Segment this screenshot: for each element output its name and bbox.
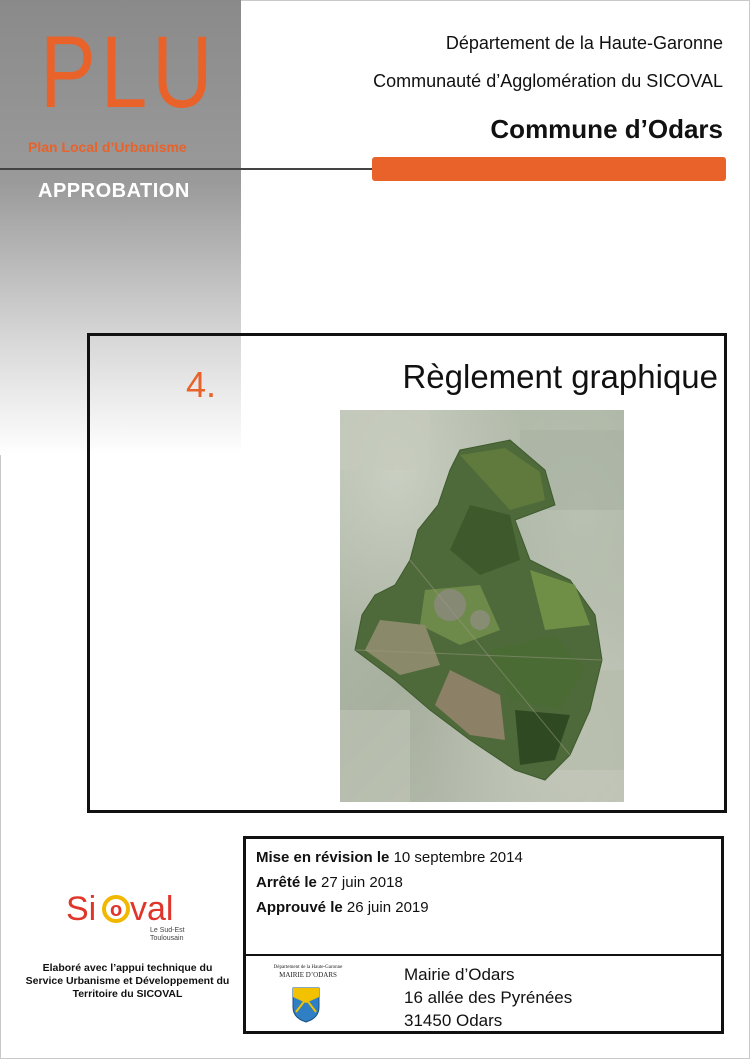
mairie-seal (268, 965, 348, 1025)
date-connector: le (376, 849, 390, 866)
sicoval-tagline-1: Le Sud-Est (150, 927, 185, 934)
seal-text (268, 965, 348, 979)
mairie-city: 31450 Odars (404, 1011, 503, 1030)
shield-icon (292, 987, 320, 1023)
technical-credit: Elaboré avec l’appui technique du Service Urbanisme et Développement du Territoire du SICOVAL (25, 962, 230, 1000)
plu-subtitle: Plan Local d’Urbanisme (28, 139, 187, 155)
svg-text:o: o (110, 899, 123, 921)
seal-small-text: Département de la Haute-Garonne (273, 965, 343, 970)
info-divider (246, 954, 721, 956)
sicoval-logo (62, 880, 192, 944)
commune-title: Commune d’Odars (490, 114, 723, 144)
header-divider (0, 168, 372, 170)
date-line-revision (256, 849, 523, 866)
date-line-arrete (256, 874, 403, 891)
date-line-approuve (256, 899, 429, 916)
date-connector: le (304, 874, 317, 891)
date-label: Arrêté (256, 874, 301, 891)
date-label: Mise en révision (256, 849, 373, 866)
aerial-map-image (340, 410, 624, 802)
section-box (87, 333, 727, 813)
svg-text:val: val (130, 890, 174, 928)
dates-box (243, 836, 724, 1034)
plu-logo: PLU (40, 15, 218, 129)
department-line: Département de la Haute-Garonne (445, 33, 723, 53)
date-value: 10 septembre 2014 (393, 849, 523, 866)
agglomeration-line: Communauté d’Agglomération du SICOVAL (373, 71, 723, 91)
sicoval-tagline-2: Toulousain (150, 935, 184, 942)
sicoval-logo-text: Si (66, 890, 97, 928)
date-value: 27 juin 2018 (321, 874, 403, 891)
accent-bar (372, 157, 726, 181)
mairie-street: 16 allée des Pyrénées (404, 988, 573, 1007)
status-label: APPROBATION (38, 180, 190, 202)
section-title: Règlement graphique (402, 358, 718, 395)
seal-name: MAIRIE D’ODARS (279, 971, 337, 979)
date-connector: le (330, 899, 343, 916)
date-value: 26 juin 2019 (346, 899, 429, 916)
section-number: 4. (186, 364, 217, 405)
mairie-name: Mairie d’Odars (404, 965, 515, 984)
date-label: Approuvé (256, 899, 327, 916)
